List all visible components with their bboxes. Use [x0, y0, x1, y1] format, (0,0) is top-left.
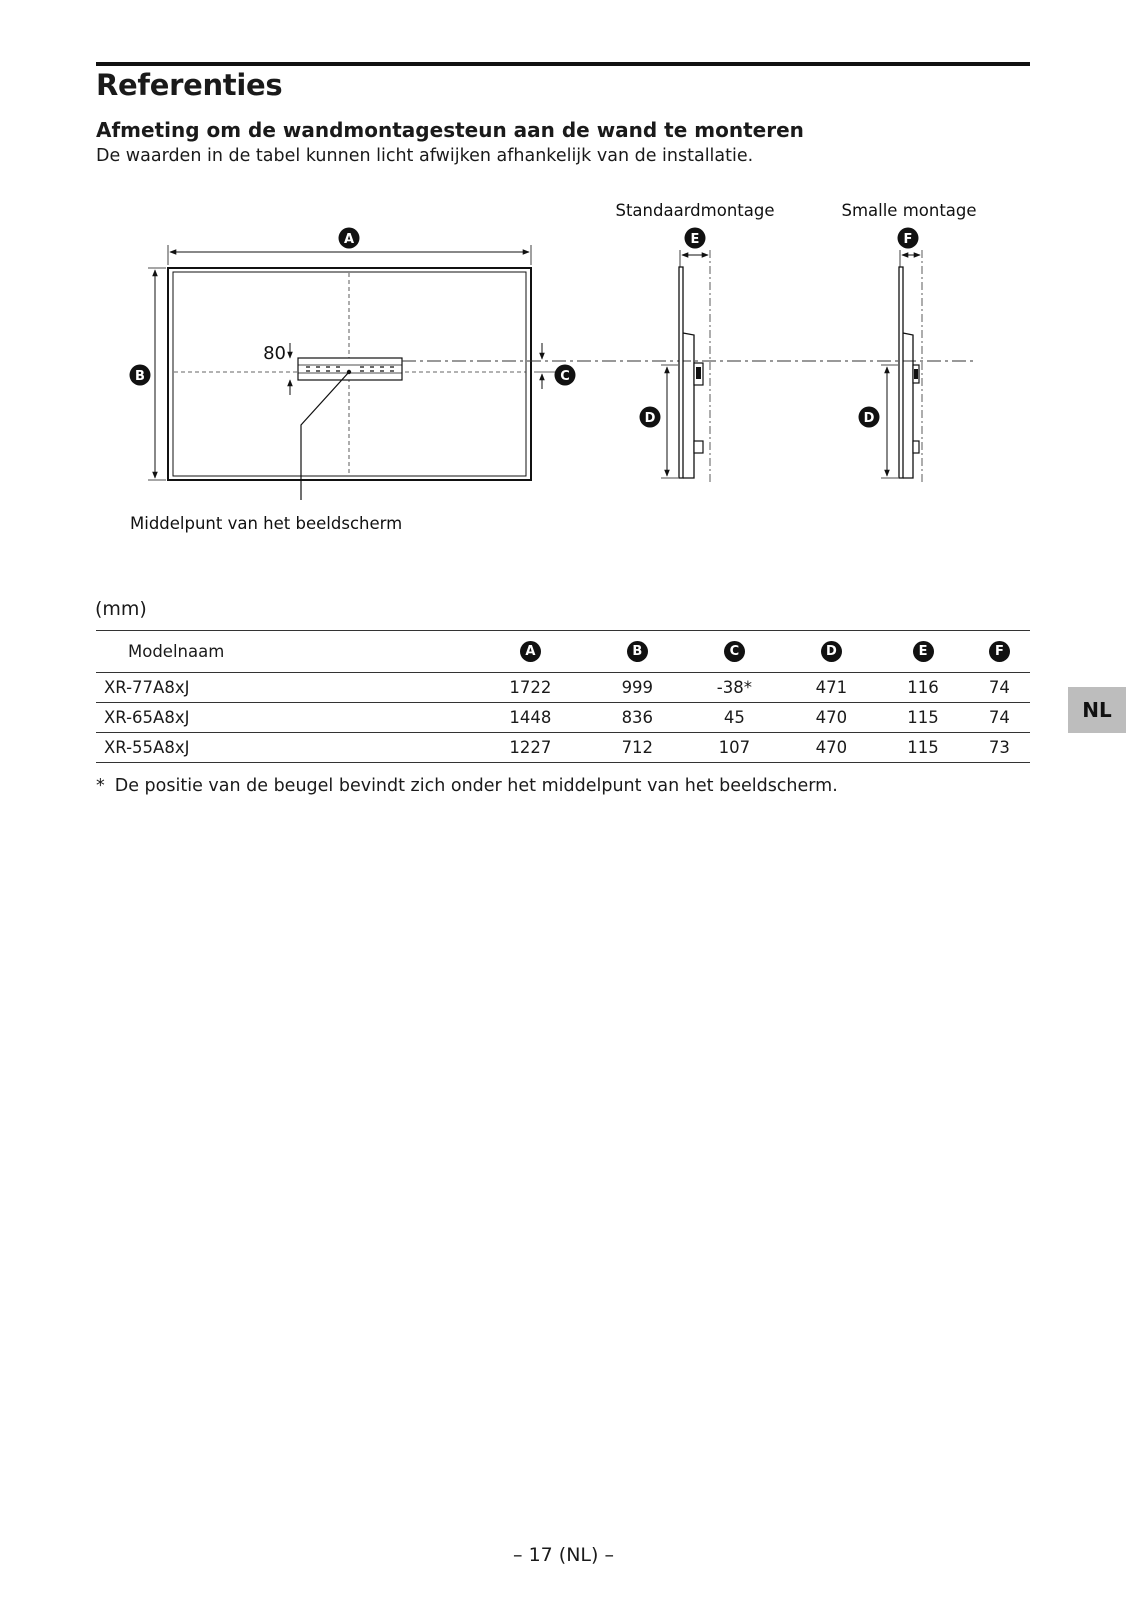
column-header-e [877, 631, 969, 673]
intro-text: De waarden in de tabel kunnen licht afwijken afhankelijk van de installatie. [96, 146, 754, 166]
footnote [96, 776, 838, 796]
column-header-b [592, 631, 684, 673]
column-header-d [786, 631, 878, 673]
column-header-c [683, 631, 785, 673]
svg-text:F: F [903, 232, 913, 247]
cell-e: 115 [907, 708, 939, 727]
cell-f: 74 [988, 708, 1010, 727]
tv-front-view [130, 245, 976, 533]
badge-c-icon [555, 365, 576, 386]
badge-a-icon [339, 228, 360, 249]
cell-b: 836 [621, 708, 654, 727]
cell-f: 73 [988, 738, 1010, 757]
svg-text:A: A [343, 232, 355, 247]
model-cell: XR-65A8xJ [104, 708, 190, 727]
svg-text:C: C [560, 369, 570, 384]
cell-c: 45 [723, 708, 745, 727]
center-caption: Middelpunt van het beeldscherm [130, 514, 403, 533]
badge-e-icon [685, 228, 706, 249]
column-header-f [969, 631, 1030, 673]
svg-text:D: D [644, 411, 656, 426]
dimensions-table [96, 630, 1030, 763]
subsection-title: Afmeting om de wandmontagesteun aan de wand te monteren [96, 118, 804, 142]
cell-c: -38* [716, 678, 752, 697]
cell-e: 116 [907, 678, 939, 697]
cell-e: 115 [907, 738, 939, 757]
column-header-a [469, 631, 591, 673]
cell-a: 1227 [509, 738, 552, 757]
badge-d-standard-icon [640, 407, 661, 428]
svg-text:E: E [690, 232, 700, 247]
badge-f-icon: F [989, 641, 1010, 662]
language-tab: NL [1068, 687, 1126, 733]
standard-mount-label: Standaardmontage [615, 201, 775, 220]
table-row [96, 733, 1030, 763]
section-title: Referenties [96, 68, 283, 102]
cell-b: 999 [621, 678, 654, 697]
cell-f: 74 [988, 678, 1010, 697]
model-cell: XR-77A8xJ [104, 678, 190, 697]
badge-b-icon: B [627, 641, 648, 662]
badge-d-icon: D [821, 641, 842, 662]
table-header-row [96, 631, 1030, 673]
badge-c-icon: C [724, 641, 745, 662]
unit-label: (mm) [95, 598, 147, 620]
page-number: – 17 (NL) – [513, 1544, 614, 1566]
slim-mount-label: Smalle montage [841, 201, 977, 220]
cell-d: 470 [815, 708, 848, 727]
svg-text:B: B [135, 369, 145, 384]
badge-d-slim-icon [859, 407, 880, 428]
footnote-text: De positie van de beugel bevindt zich onder het middelpunt van het beeldscherm. [114, 776, 838, 796]
cell-d: 471 [815, 678, 848, 697]
dimension-80-label: 80 [263, 343, 286, 364]
cell-a: 1448 [509, 708, 552, 727]
cell-c: 107 [718, 738, 751, 757]
cell-b: 712 [621, 738, 654, 757]
wall-bracket-icon [298, 358, 402, 380]
wall-mount-diagram [96, 195, 1030, 550]
cell-a: 1722 [509, 678, 552, 697]
badge-e-icon: E [913, 641, 934, 662]
badge-f-icon [898, 228, 919, 249]
badge-b-icon [130, 365, 151, 386]
section-rule [96, 62, 1030, 66]
badge-a-icon: A [520, 641, 541, 662]
model-header: Modelnaam [128, 642, 225, 661]
cell-d: 470 [815, 738, 848, 757]
footnote-mark: * [96, 776, 105, 796]
table-row [96, 703, 1030, 733]
svg-text:D: D [863, 411, 875, 426]
model-cell: XR-55A8xJ [104, 738, 190, 757]
table-row [96, 673, 1030, 703]
